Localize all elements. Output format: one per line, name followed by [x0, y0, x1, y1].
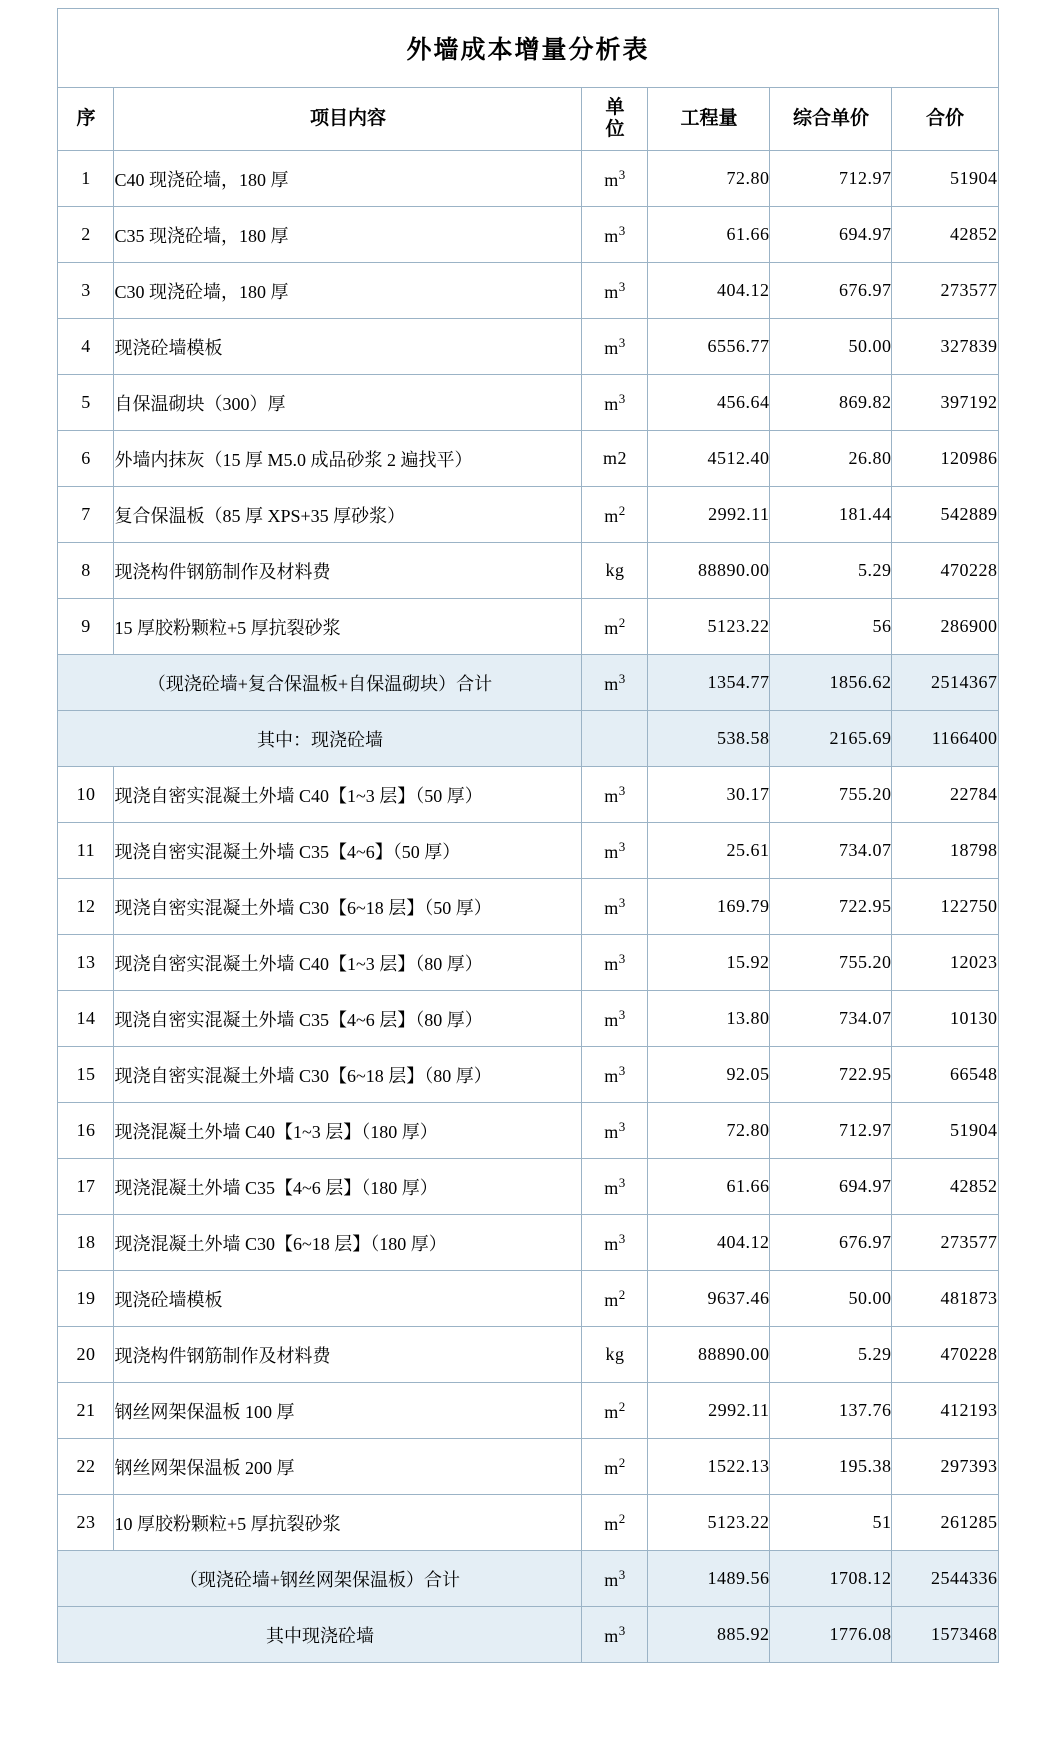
cell-unit-price: 5.29 — [770, 1327, 892, 1383]
cell-item-name: 现浇自密实混凝土外墙 C30【6~18 层】（50 厚） — [114, 879, 582, 935]
cell-unit: $m^3$ — [582, 1551, 648, 1607]
cell-unit-price: 195.38 — [770, 1439, 892, 1495]
cell-unit: $m^3$ — [582, 991, 648, 1047]
column-header-unit-line2: 位 — [605, 119, 625, 140]
cell-quantity: 61.66 — [648, 1159, 770, 1215]
cell-quantity: 404.12 — [648, 1215, 770, 1271]
cell-item-name: 钢丝网架保温板 200 厚 — [114, 1439, 582, 1495]
cell-item-name: C30 现浇砼墙，180 厚 — [114, 263, 582, 319]
cell-item-name: 现浇构件钢筋制作及材料费 — [114, 543, 582, 599]
cell-seq: 5 — [58, 375, 114, 431]
cell-unit-price: 2165.69 — [770, 711, 892, 767]
cell-item-name: 现浇混凝土外墙 C35【4~6 层】（180 厚） — [114, 1159, 582, 1215]
cell-item-name: 现浇自密实混凝土外墙 C40【1~3 层】（50 厚） — [114, 767, 582, 823]
cell-quantity: 15.92 — [648, 935, 770, 991]
cell-unit-price: 712.97 — [770, 1103, 892, 1159]
cell-total: 2544336 — [892, 1551, 998, 1607]
cost-analysis-table — [57, 8, 998, 1663]
cell-unit: $m^3$ — [582, 375, 648, 431]
cell-total: 470228 — [892, 1327, 998, 1383]
cell-unit-price: 712.97 — [770, 151, 892, 207]
cell-total: 1166400 — [892, 711, 998, 767]
cell-seq: 23 — [58, 1495, 114, 1551]
cell-unit: $m^3$ — [582, 1607, 648, 1663]
cell-unit: $m^3$ — [582, 823, 648, 879]
cell-seq: 8 — [58, 543, 114, 599]
cell-item-name: 现浇自密实混凝土外墙 C40【1~3 层】（80 厚） — [114, 935, 582, 991]
cell-subtotal-label: （现浇砼墙+复合保温板+自保温砌块）合计 — [58, 655, 582, 711]
cell-item-name: 现浇构件钢筋制作及材料费 — [114, 1327, 582, 1383]
cell-item-name: 现浇自密实混凝土外墙 C30【6~18 层】（80 厚） — [114, 1047, 582, 1103]
cell-seq: 9 — [58, 599, 114, 655]
cell-total: 286900 — [892, 599, 998, 655]
cell-unit: $m^3$ — [582, 767, 648, 823]
cell-seq: 15 — [58, 1047, 114, 1103]
cell-seq: 22 — [58, 1439, 114, 1495]
cell-quantity: 4512.40 — [648, 431, 770, 487]
table-row — [58, 1439, 998, 1495]
table-row — [58, 823, 998, 879]
cell-unit-price: 755.20 — [770, 767, 892, 823]
cell-item-name: 复合保温板（85 厚 XPS+35 厚砂浆） — [114, 487, 582, 543]
table-row — [58, 767, 998, 823]
cell-unit-price: 722.95 — [770, 1047, 892, 1103]
table-row — [58, 1327, 998, 1383]
table-row — [58, 207, 998, 263]
cell-total: 273577 — [892, 1215, 998, 1271]
cell-seq: 2 — [58, 207, 114, 263]
cell-seq: 6 — [58, 431, 114, 487]
column-header-quantity: 工程量 — [648, 88, 770, 151]
cell-unit-price: 5.29 — [770, 543, 892, 599]
cell-quantity: 5123.22 — [648, 599, 770, 655]
cell-quantity: 30.17 — [648, 767, 770, 823]
cell-item-name: C40 现浇砼墙，180 厚 — [114, 151, 582, 207]
cell-seq: 14 — [58, 991, 114, 1047]
cell-seq: 1 — [58, 151, 114, 207]
cell-seq: 4 — [58, 319, 114, 375]
cell-total: 397192 — [892, 375, 998, 431]
cell-item-name: 现浇自密实混凝土外墙 C35【4~6】（50 厚） — [114, 823, 582, 879]
cell-unit-price: 734.07 — [770, 823, 892, 879]
cell-item-name: 现浇混凝土外墙 C40【1~3 层】（180 厚） — [114, 1103, 582, 1159]
cell-quantity: 92.05 — [648, 1047, 770, 1103]
table-subtotal-row — [58, 1607, 998, 1663]
cell-total: 481873 — [892, 1271, 998, 1327]
cell-quantity: 404.12 — [648, 263, 770, 319]
cell-total: 542889 — [892, 487, 998, 543]
cell-total: 2514367 — [892, 655, 998, 711]
cell-unit: $m^3$ — [582, 151, 648, 207]
cell-subtotal-label: 其中现浇砼墙 — [58, 1607, 582, 1663]
cell-unit-price: 56 — [770, 599, 892, 655]
cell-quantity: 2992.11 — [648, 1383, 770, 1439]
cell-unit: $m^3$ — [582, 1159, 648, 1215]
cell-quantity: 25.61 — [648, 823, 770, 879]
cell-subtotal-label: 其中：现浇砼墙 — [58, 711, 582, 767]
table-row — [58, 1495, 998, 1551]
cell-total: 12023 — [892, 935, 998, 991]
cell-total: 273577 — [892, 263, 998, 319]
cell-unit: $m^3$ — [582, 1215, 648, 1271]
table-row — [58, 487, 998, 543]
cell-quantity: 88890.00 — [648, 543, 770, 599]
column-header-unit-line1: 单 — [605, 97, 625, 119]
cell-total: 261285 — [892, 1495, 998, 1551]
cell-unit-price: 869.82 — [770, 375, 892, 431]
cell-quantity: 9637.46 — [648, 1271, 770, 1327]
cell-unit — [582, 711, 648, 767]
cell-item-name: 现浇砼墙模板 — [114, 1271, 582, 1327]
cell-quantity: 88890.00 — [648, 1327, 770, 1383]
cell-item-name: 现浇自密实混凝土外墙 C35【4~6 层】（80 厚） — [114, 991, 582, 1047]
cell-item-name: 钢丝网架保温板 100 厚 — [114, 1383, 582, 1439]
cell-unit-price: 676.97 — [770, 1215, 892, 1271]
cell-unit-price: 1708.12 — [770, 1551, 892, 1607]
table-row — [58, 431, 998, 487]
cell-unit-price: 137.76 — [770, 1383, 892, 1439]
cell-unit-price: 1856.62 — [770, 655, 892, 711]
cell-total: 120986 — [892, 431, 998, 487]
column-header-seq: 序 — [58, 88, 114, 151]
cell-unit-price: 734.07 — [770, 991, 892, 1047]
cell-seq: 17 — [58, 1159, 114, 1215]
cell-seq: 19 — [58, 1271, 114, 1327]
cell-quantity: 61.66 — [648, 207, 770, 263]
column-header-unit-price: 综合单价 — [770, 88, 892, 151]
cell-unit: $m^2$ — [582, 1495, 648, 1551]
cell-unit: $m^2$ — [582, 1271, 648, 1327]
table-subtotal-row — [58, 655, 998, 711]
cell-unit: $m^2$ — [582, 599, 648, 655]
cell-total: 42852 — [892, 1159, 998, 1215]
table-row — [58, 935, 998, 991]
cell-unit: $m^2$ — [582, 1383, 648, 1439]
table-header-row — [58, 88, 998, 151]
cell-unit: kg — [582, 543, 648, 599]
cell-quantity: 538.58 — [648, 711, 770, 767]
cell-seq: 20 — [58, 1327, 114, 1383]
table-row — [58, 991, 998, 1047]
page-title: 外墙成本增量分析表 — [58, 9, 998, 88]
table-row — [58, 263, 998, 319]
cell-total: 51904 — [892, 1103, 998, 1159]
cell-quantity: 1489.56 — [648, 1551, 770, 1607]
cell-unit: $m^3$ — [582, 263, 648, 319]
cell-quantity: 5123.22 — [648, 1495, 770, 1551]
cell-unit-price: 50.00 — [770, 1271, 892, 1327]
cell-seq: 18 — [58, 1215, 114, 1271]
cell-seq: 21 — [58, 1383, 114, 1439]
cell-total: 18798 — [892, 823, 998, 879]
cell-quantity: 1522.13 — [648, 1439, 770, 1495]
cell-unit: $m^2$ — [582, 1439, 648, 1495]
cell-unit: kg — [582, 1327, 648, 1383]
cell-seq: 13 — [58, 935, 114, 991]
cell-unit: $m^3$ — [582, 207, 648, 263]
cell-quantity: 72.80 — [648, 1103, 770, 1159]
cell-total: 470228 — [892, 543, 998, 599]
table-subtotal-row — [58, 711, 998, 767]
cell-unit-price: 26.80 — [770, 431, 892, 487]
table-row — [58, 879, 998, 935]
table-row — [58, 1215, 998, 1271]
cell-total: 412193 — [892, 1383, 998, 1439]
cell-total: 22784 — [892, 767, 998, 823]
cell-quantity: 885.92 — [648, 1607, 770, 1663]
table-row — [58, 1271, 998, 1327]
column-header-total: 合价 — [892, 88, 998, 151]
cell-total: 297393 — [892, 1439, 998, 1495]
cell-unit-price: 676.97 — [770, 263, 892, 319]
cell-total: 10130 — [892, 991, 998, 1047]
cell-unit: $m^3$ — [582, 879, 648, 935]
cell-unit-price: 694.97 — [770, 207, 892, 263]
cell-unit: $m^3$ — [582, 1047, 648, 1103]
cell-unit-price: 1776.08 — [770, 1607, 892, 1663]
cell-total: 327839 — [892, 319, 998, 375]
column-header-name: 项目内容 — [114, 88, 582, 151]
cell-item-name: C35 现浇砼墙，180 厚 — [114, 207, 582, 263]
table-row — [58, 1103, 998, 1159]
table-row — [58, 1047, 998, 1103]
table-title-row — [58, 9, 998, 88]
cell-unit-price: 722.95 — [770, 879, 892, 935]
cell-quantity: 169.79 — [648, 879, 770, 935]
cell-unit-price: 755.20 — [770, 935, 892, 991]
cell-unit: $m^3$ — [582, 655, 648, 711]
cell-unit-price: 50.00 — [770, 319, 892, 375]
cell-item-name: 10 厚胶粉颗粒+5 厚抗裂砂浆 — [114, 1495, 582, 1551]
cell-quantity: 72.80 — [648, 151, 770, 207]
cell-quantity: 13.80 — [648, 991, 770, 1047]
cell-total: 1573468 — [892, 1607, 998, 1663]
cell-unit-price: 181.44 — [770, 487, 892, 543]
cell-item-name: 15 厚胶粉颗粒+5 厚抗裂砂浆 — [114, 599, 582, 655]
cell-unit: $m^3$ — [582, 319, 648, 375]
table-row — [58, 599, 998, 655]
cell-total: 66548 — [892, 1047, 998, 1103]
cell-unit-price: 694.97 — [770, 1159, 892, 1215]
cell-seq: 16 — [58, 1103, 114, 1159]
table-row — [58, 543, 998, 599]
cell-subtotal-label: （现浇砼墙+钢丝网架保温板）合计 — [58, 1551, 582, 1607]
cell-unit: m2 — [582, 431, 648, 487]
cell-total: 51904 — [892, 151, 998, 207]
cell-quantity: 456.64 — [648, 375, 770, 431]
cell-seq: 12 — [58, 879, 114, 935]
cell-item-name: 现浇混凝土外墙 C30【6~18 层】（180 厚） — [114, 1215, 582, 1271]
cell-total: 42852 — [892, 207, 998, 263]
cell-quantity: 1354.77 — [648, 655, 770, 711]
table-row — [58, 151, 998, 207]
cell-unit: $m^2$ — [582, 487, 648, 543]
column-header-unit — [582, 88, 648, 151]
cell-item-name: 外墙内抹灰（15 厚 M5.0 成品砂浆 2 遍找平） — [114, 431, 582, 487]
cell-seq: 3 — [58, 263, 114, 319]
cell-total: 122750 — [892, 879, 998, 935]
cell-unit: $m^3$ — [582, 1103, 648, 1159]
cell-quantity: 6556.77 — [648, 319, 770, 375]
table-row — [58, 375, 998, 431]
table-subtotal-row — [58, 1551, 998, 1607]
cell-unit-price: 51 — [770, 1495, 892, 1551]
cell-quantity: 2992.11 — [648, 487, 770, 543]
table-row — [58, 1159, 998, 1215]
cell-unit: $m^3$ — [582, 935, 648, 991]
cell-item-name: 自保温砌块（300）厚 — [114, 375, 582, 431]
cell-seq: 11 — [58, 823, 114, 879]
cell-seq: 7 — [58, 487, 114, 543]
cell-item-name: 现浇砼墙模板 — [114, 319, 582, 375]
table-row — [58, 319, 998, 375]
table-row — [58, 1383, 998, 1439]
cell-seq: 10 — [58, 767, 114, 823]
